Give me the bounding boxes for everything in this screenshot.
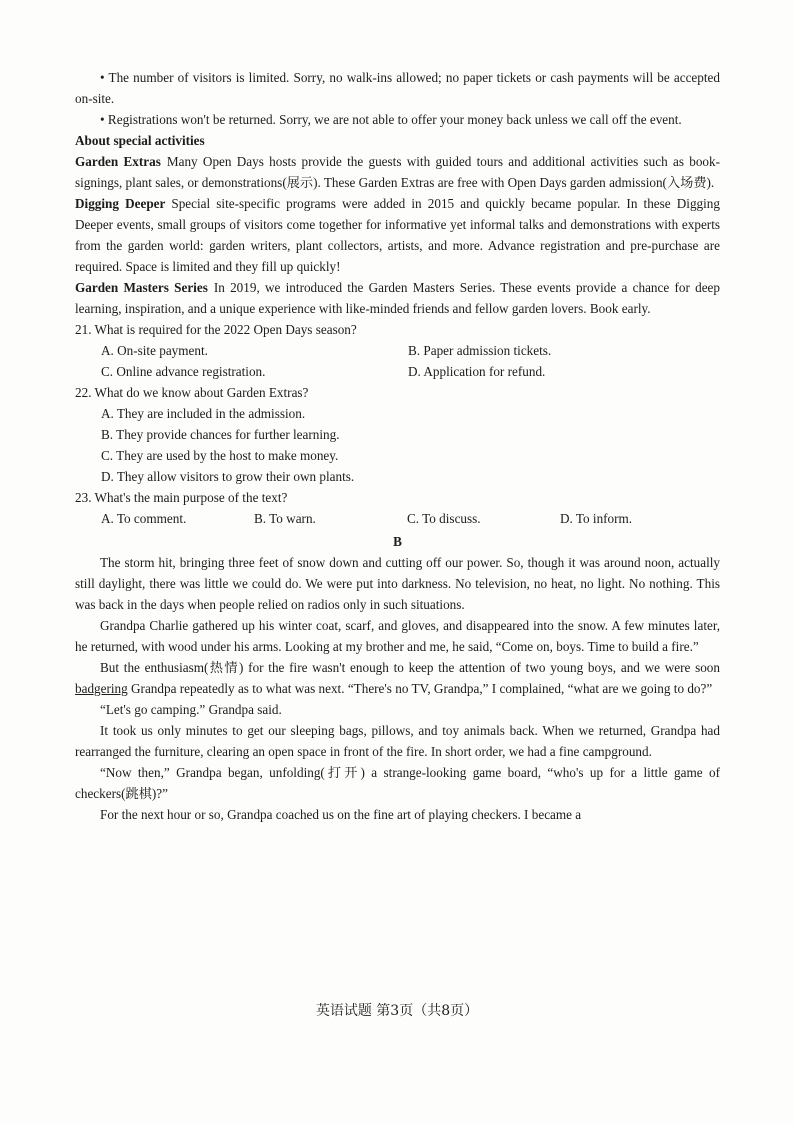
digging-deeper-paragraph: [75, 193, 720, 277]
page-content: [75, 67, 720, 825]
option-c: C. To discuss.: [407, 511, 481, 526]
option-a: A. On-site payment.: [101, 343, 208, 358]
question-stem: 23. What's the main purpose of the text?: [75, 490, 288, 505]
option-d: D. They allow visitors to grow their own plants.: [101, 469, 355, 484]
section-b-letter: B: [393, 534, 402, 549]
page-footer: 英语试题 第3页（共8页）: [315, 1003, 479, 1019]
question-stem: 21. What is required for the 2022 Open Days season?: [75, 322, 357, 337]
option-c: C. Online advance registration.: [101, 364, 266, 379]
story-paragraph-4: “Let's go camping.” Grandpa said.: [100, 702, 282, 717]
bullet-visitors-limited: • The number of visitors is limited. Sorry, no walk-ins allowed; no paper tickets or cash payments will be accepted on-site.: [75, 70, 720, 106]
special-activities-heading: About special activities: [75, 133, 205, 148]
question-22: [75, 382, 720, 487]
story-paragraph-3-end: Grandpa repeatedly as to what was next. “There's no TV, Grandpa,” I complained, “what are we going to do?”: [127, 681, 713, 696]
option-b: B. Paper admission tickets.: [408, 343, 552, 358]
digging-deeper-text: Special site-specific programs were added in 2015 and quickly became popular. In these Digging Deeper events, small groups of visitors come together for informative yet informal talks and demonstrations with experts from the garden world: garden writers, plant collectors, artists, and more. Advance registration and pre-purchase are required. Space is limited and they fill up quickly!: [75, 196, 720, 274]
option-c: C. They are used by the host to make money.: [101, 448, 339, 463]
garden-masters-text: In 2019, we introduced the Garden Masters Series. These events provide a chance for deep learning, inspiration, and a unique experience with like-minded friends and fellow garden lovers. Book early.: [75, 280, 720, 316]
garden-extras-paragraph: [75, 151, 720, 193]
story-paragraph-3: [75, 657, 720, 699]
answer-options: [75, 508, 720, 529]
story-paragraph-7: For the next hour or so, Grandpa coached us on the fine art of playing checkers. I became a: [100, 807, 582, 822]
answer-options: [75, 403, 720, 487]
option-a: A. To comment.: [101, 511, 187, 526]
bullet-no-refund: • Registrations won't be returned. Sorry, we are not able to offer your money back unless we call off the event.: [100, 112, 682, 127]
story-paragraph-6: “Now then,” Grandpa began, unfolding(打开) a strange-looking game board, “who's up for a little game of checkers(跳棋)?”: [75, 765, 720, 801]
question-stem: 22. What do we know about Garden Extras?: [75, 385, 309, 400]
option-d: D. To inform.: [560, 511, 633, 526]
story-paragraph-3-start: But the enthusiasm(热情) for the fire wasn't enough to keep the attention of two young boys, and we were soon: [100, 660, 720, 675]
garden-masters-paragraph: [75, 277, 720, 319]
option-b: B. To warn.: [254, 511, 316, 526]
story-paragraph-5: It took us only minutes to get our sleeping bags, pillows, and toy animals back. When we returned, Grandpa had rearranged the furniture, clearing an open space in front of the fire. In short order, we had a fine campground.: [75, 723, 720, 759]
option-a: A. They are included in the admission.: [101, 406, 306, 421]
answer-options: [75, 340, 720, 382]
option-b: B. They provide chances for further learning.: [101, 427, 340, 442]
story-paragraph-1: The storm hit, bringing three feet of snow down and cutting off our power. So, though it was around noon, actually still daylight, there was little we could do. We were put into darkness. No television, no heat, no light. No nothing. This was back in the days when people relied on radios only in such situations.: [75, 555, 720, 612]
question-21: [75, 319, 720, 382]
garden-extras-term: Garden Extras: [75, 154, 161, 169]
question-23: [75, 487, 720, 529]
option-d: D. Application for refund.: [408, 364, 546, 379]
garden-masters-term: Garden Masters Series: [75, 280, 208, 295]
underlined-word-badgering: badgering: [75, 681, 128, 696]
garden-extras-text: Many Open Days hosts provide the guests with guided tours and additional activities such as book-signings, plant sales, or demonstrations(展示). These Garden Extras are free with Open Days garden admission(入场费).: [75, 154, 720, 190]
digging-deeper-term: Digging Deeper: [75, 196, 166, 211]
story-paragraph-2: Grandpa Charlie gathered up his winter coat, scarf, and gloves, and disappeared into the snow. A few minutes later, he returned, with wood under his arms. Looking at my brother and me, he said, “Come on, boys. Time to build a fire.”: [75, 618, 720, 654]
